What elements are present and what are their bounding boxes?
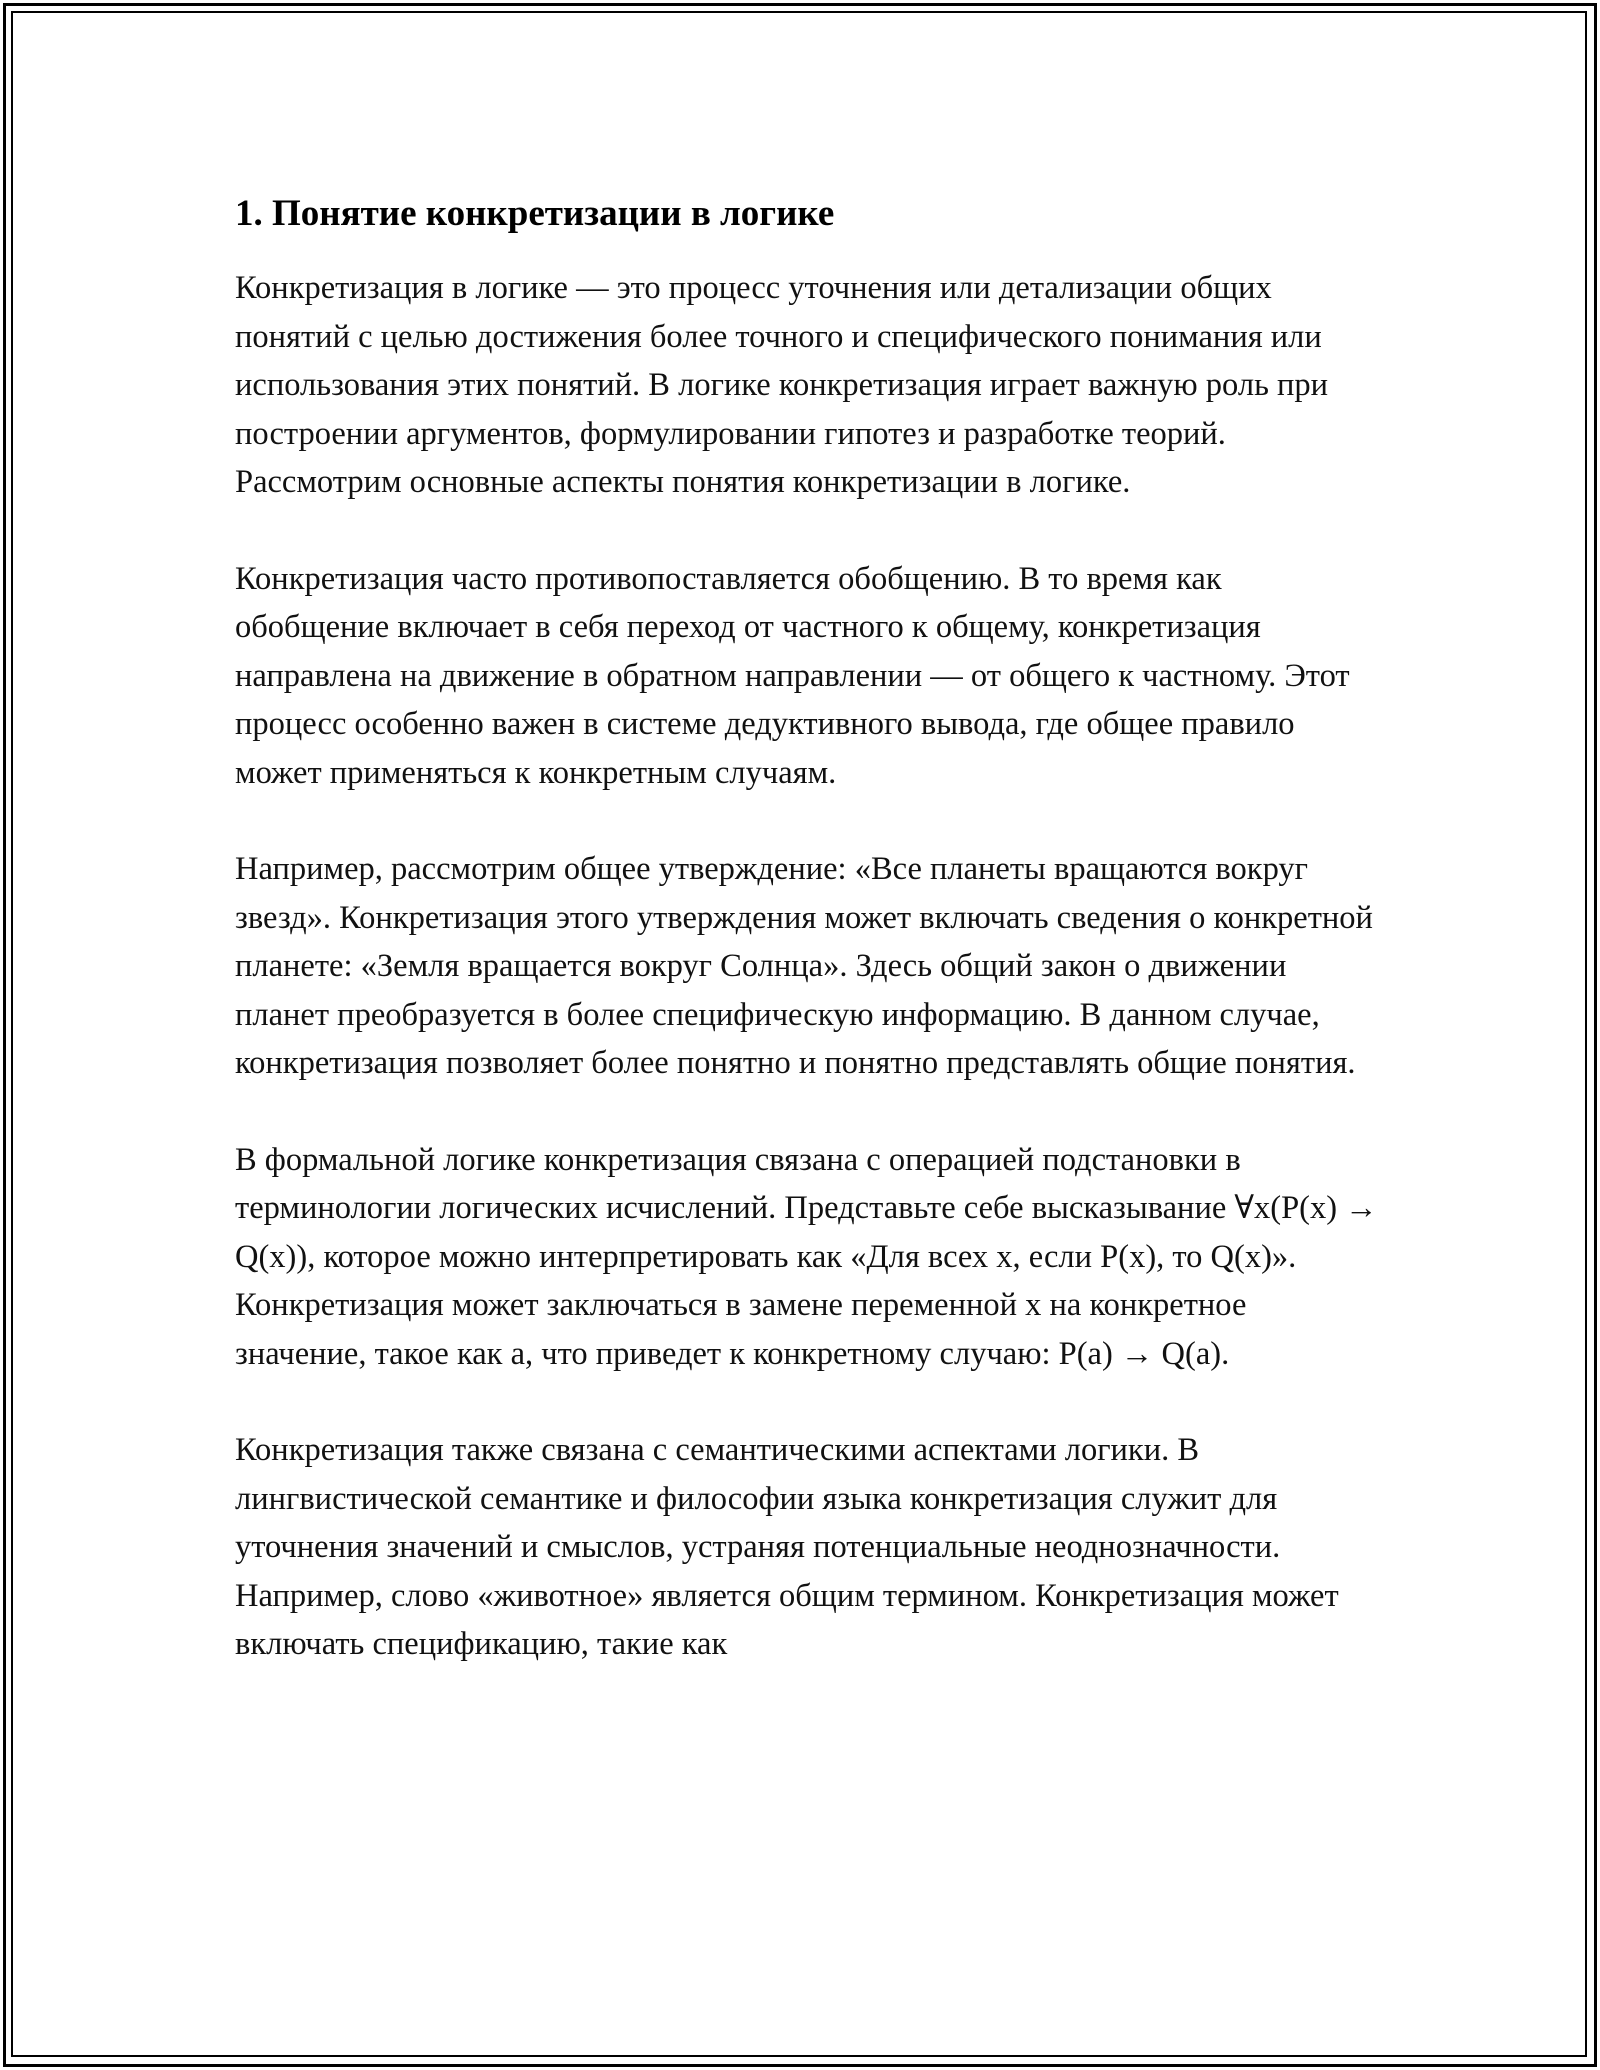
paragraph-semantics: Конкретизация также связана с семантическими аспектами логики. В лингвистической семантике и философии языка конкретизация служит для уточнения значений и смыслов, устраняя потенциальные неоднозначности. Например, слово «животное» является общим термином. Конкретизация может включать спецификацию, такие как <box>235 1432 1339 1662</box>
paragraph-definition: Конкретизация в логике — это процесс уточнения или детализации общих понятий с целью достижения более точного и специфического понимания или использования этих понятий. В логике конкретизация играет важную роль при построении аргументов, формулировании гипотез и разработке теорий. Рассмотрим основные аспекты понятия конкретизации в логике. <box>235 270 1329 500</box>
section-heading: 1. Понятие конкретизации в логике <box>235 193 835 234</box>
document-body <box>235 190 1380 1717</box>
paragraph-formal-logic: В формальной логике конкретизация связана с операцией подстановки в терминологии логических исчислений. Представьте себе высказывание ∀x(P(x) → Q(x)), которое можно интерпретировать как «Для всех x, если P(x), то Q(x)». Конкретизация может заключаться в замене переменной x на конкретное значение, такое как a, что приведет к конкретному случаю: P(a) → Q(a). <box>235 1141 1378 1372</box>
paragraph-planet-example: Например, рассмотрим общее утверждение: «Все планеты вращаются вокруг звезд». Конкретизация этого утверждения может включать сведения о конкретной планете: «Земля вращается вокруг Солнца». Здесь общий закон о движении планет преобразуется в более специфическую информацию. В данном случае, конкретизация позволяет более понятно и понятно представлять общие понятия. <box>235 851 1373 1081</box>
paragraph-generalization-contrast: Конкретизация часто противопоставляется обобщению. В то время как обобщение включает в себя переход от частного к общему, конкретизация направлена на движение в обратном направлении — от общего к частному. Этот процесс особенно важен в системе дедуктивного вывода, где общее правило может применяться к конкретным случаям. <box>235 560 1350 791</box>
